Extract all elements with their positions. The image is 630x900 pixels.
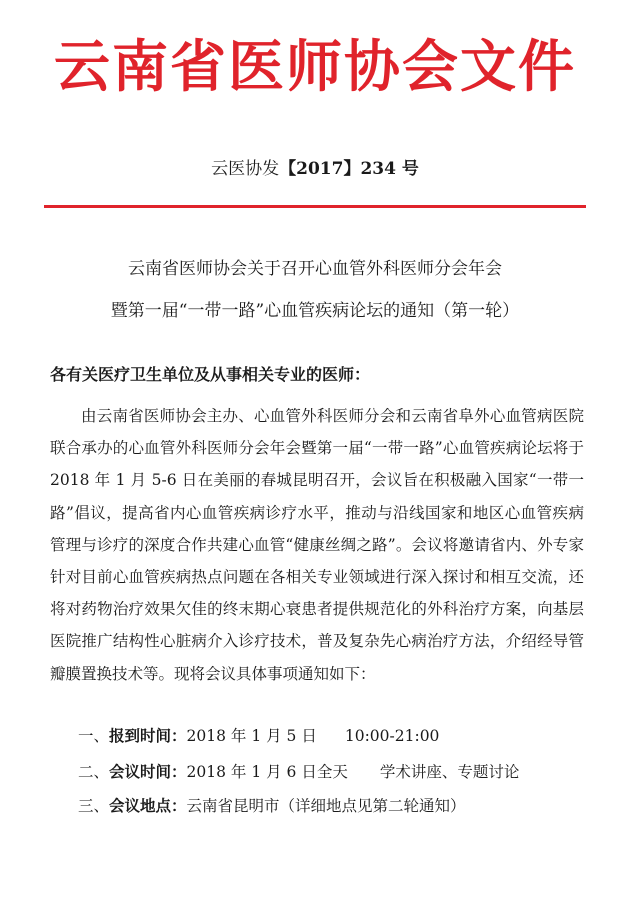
item-extra: 学术讲座、专题讨论 <box>379 763 520 781</box>
item-number: 二、 <box>78 763 110 781</box>
item-number: 一、 <box>78 727 110 745</box>
item-value: 云南省昆明市（详细地点见第二轮通知） <box>186 797 466 815</box>
document-header-title: 云南省医师协会文件 <box>54 34 576 100</box>
item-label: 会议地点： <box>109 796 187 815</box>
item-extra: 10:00-21:00 <box>344 727 440 745</box>
item-label: 报到时间： <box>109 726 187 745</box>
doc-number-year: 【2017】 <box>279 159 361 179</box>
notice-title-line2: 暨第一届“一带一路”心血管疾病论坛的通知（第一轮） <box>110 301 520 321</box>
item-number: 三、 <box>78 797 110 815</box>
item-meeting-time <box>78 761 519 783</box>
item-value: 2018 年 1 月 6 日全天 <box>186 763 348 781</box>
item-meeting-location <box>78 795 466 817</box>
item-value: 2018 年 1 月 5 日 <box>186 727 317 745</box>
document-number <box>0 158 630 180</box>
item-registration-time <box>78 725 439 747</box>
notice-title-line1: 云南省医师协会关于召开心血管外科医师分会年会 <box>128 259 502 279</box>
item-label: 会议时间： <box>109 762 187 781</box>
salutation: 各有关医疗卫生单位及从事相关专业的医师： <box>50 365 371 384</box>
doc-number-suffix: 234 号 <box>360 159 419 179</box>
body-paragraph: 由云南省医师协会主办、心血管外科医师分会和云南省阜外心血管病医院联合承办的心血管外科医师分会年会暨第一届“一带一路”心血管疾病论坛将于 2018 年 1 月 5-6 日在美丽的春城昆明召开，会议旨在积极融入国家“一带一路”倡议，提高省内心血管疾病诊疗水平，推动与沿线国家和地区心血管疾病管理与诊疗的深度合作共建心血管“健康丝绸之路”。会议将邀请省内、外专家针对目前心血管疾病热点问题在各相关专业领域进行深入探讨和相互交流，还将对药物治疗效果欠佳的终末期心衰患者提供规范化的外科治疗方案，向基层医院推广结构性心脏病介入诊疗技术，普及复杂先心病治疗方法，介绍经导管瓣膜置换技术等。现将会议具体事项通知如下： <box>50 407 584 683</box>
header-divider <box>44 205 586 208</box>
doc-number-prefix: 云医协发 <box>211 159 280 179</box>
